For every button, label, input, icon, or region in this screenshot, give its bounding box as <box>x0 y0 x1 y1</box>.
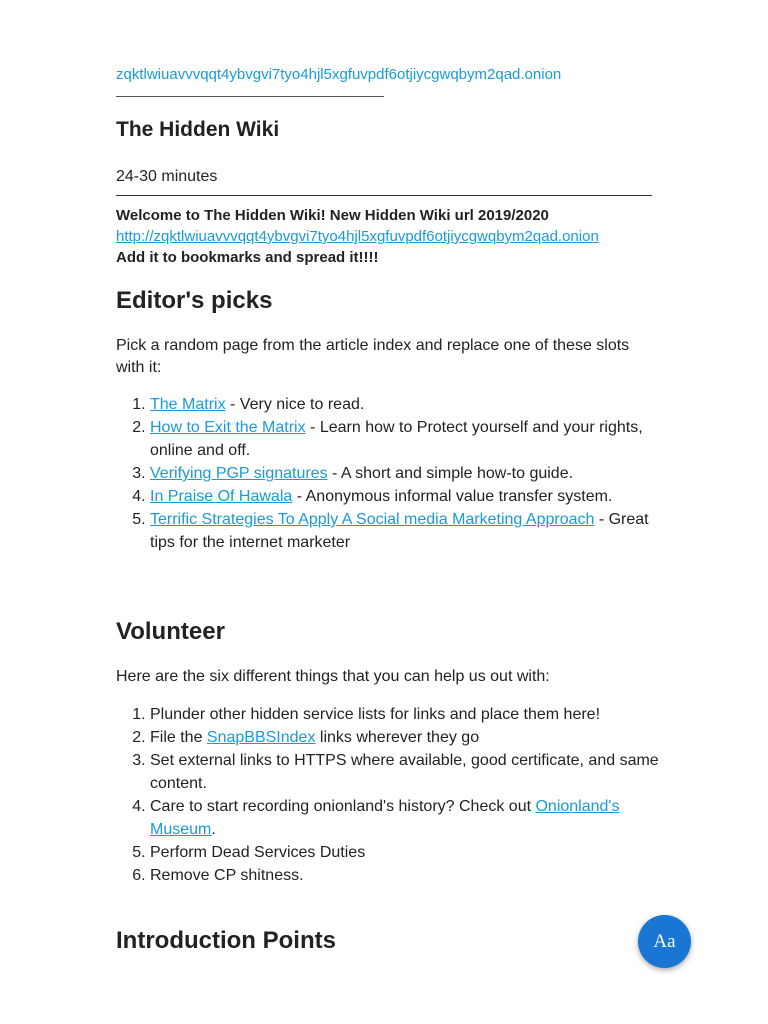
list-item-text: - A short and simple how-to guide. <box>327 465 574 482</box>
pgp-signatures-link[interactable]: Verifying PGP signatures <box>150 465 328 482</box>
introduction-points-heading: Introduction Points <box>116 927 336 954</box>
volunteer-heading: Volunteer <box>116 618 225 645</box>
snapbbsindex-link[interactable]: SnapBBSIndex <box>206 729 316 746</box>
onionland-museum-link[interactable]: Onionland's Museum <box>150 798 620 838</box>
list-item-text: links wherever they go <box>315 729 480 746</box>
list-item-text: . <box>211 821 216 838</box>
editors-picks-heading: Editor's picks <box>116 287 273 314</box>
list-item <box>150 462 670 485</box>
social-media-marketing-link[interactable]: Terrific Strategies To Apply A Social media Marketing Approach <box>150 511 595 528</box>
the-matrix-link[interactable]: The Matrix <box>150 396 226 413</box>
bookmark-line: Add it to bookmarks and spread it!!!! <box>116 249 379 266</box>
hawala-link[interactable]: In Praise Of Hawala <box>150 488 293 505</box>
page-title: The Hidden Wiki <box>116 118 280 141</box>
welcome-block <box>116 205 711 268</box>
list-item-text: Care to start recording onionland's history? Check out <box>150 798 536 815</box>
list-item <box>150 416 670 462</box>
list-item <box>150 508 670 554</box>
list-item-text: - Great tips for the internet marketer <box>150 511 649 551</box>
list-item <box>150 795 670 841</box>
list-item-text: - Learn how to Protect yourself and your rights, online and off. <box>150 419 643 459</box>
editors-picks-list <box>116 393 670 554</box>
exit-matrix-link[interactable]: How to Exit the Matrix <box>150 419 306 436</box>
divider-short <box>116 96 384 97</box>
volunteer-list <box>116 703 670 887</box>
list-item-text: File the <box>150 729 207 746</box>
read-time: 24-30 minutes <box>116 168 218 185</box>
list-item: 3. Set external links to HTTPS where available, good certificate, and same content. <box>150 749 670 795</box>
reader-font-button[interactable]: Aa <box>638 915 691 968</box>
list-item: 6. Remove CP shitness. <box>150 864 670 887</box>
hidden-wiki-url-link[interactable]: http://zqktlwiuavvvqqt4ybvgvi7tyo4hjl5xgfuvpdf6otjiycgwqbym2qad.onion <box>116 228 599 245</box>
divider-long <box>116 195 652 196</box>
list-item-text: - Very nice to read. <box>225 396 365 413</box>
volunteer-intro: Here are the six different things that you can help us out with: <box>116 668 550 685</box>
list-item <box>150 726 670 749</box>
list-item <box>150 393 670 416</box>
list-item: 5. Perform Dead Services Duties <box>150 841 670 864</box>
onion-address-link[interactable]: zqktlwiuavvvqqt4ybvgvi7tyo4hjl5xgfuvpdf6otjiycgwqbym2qad.onion <box>116 66 562 83</box>
list-item-text: - Anonymous informal value transfer system. <box>292 488 613 505</box>
list-item <box>150 485 670 508</box>
editors-picks-intro: Pick a random page from the article index and replace one of these slots with it: <box>116 337 630 376</box>
list-item: 1. Plunder other hidden service lists for links and place them here! <box>150 703 670 726</box>
welcome-line: Welcome to The Hidden Wiki! New Hidden Wiki url 2019/2020 <box>116 207 549 224</box>
